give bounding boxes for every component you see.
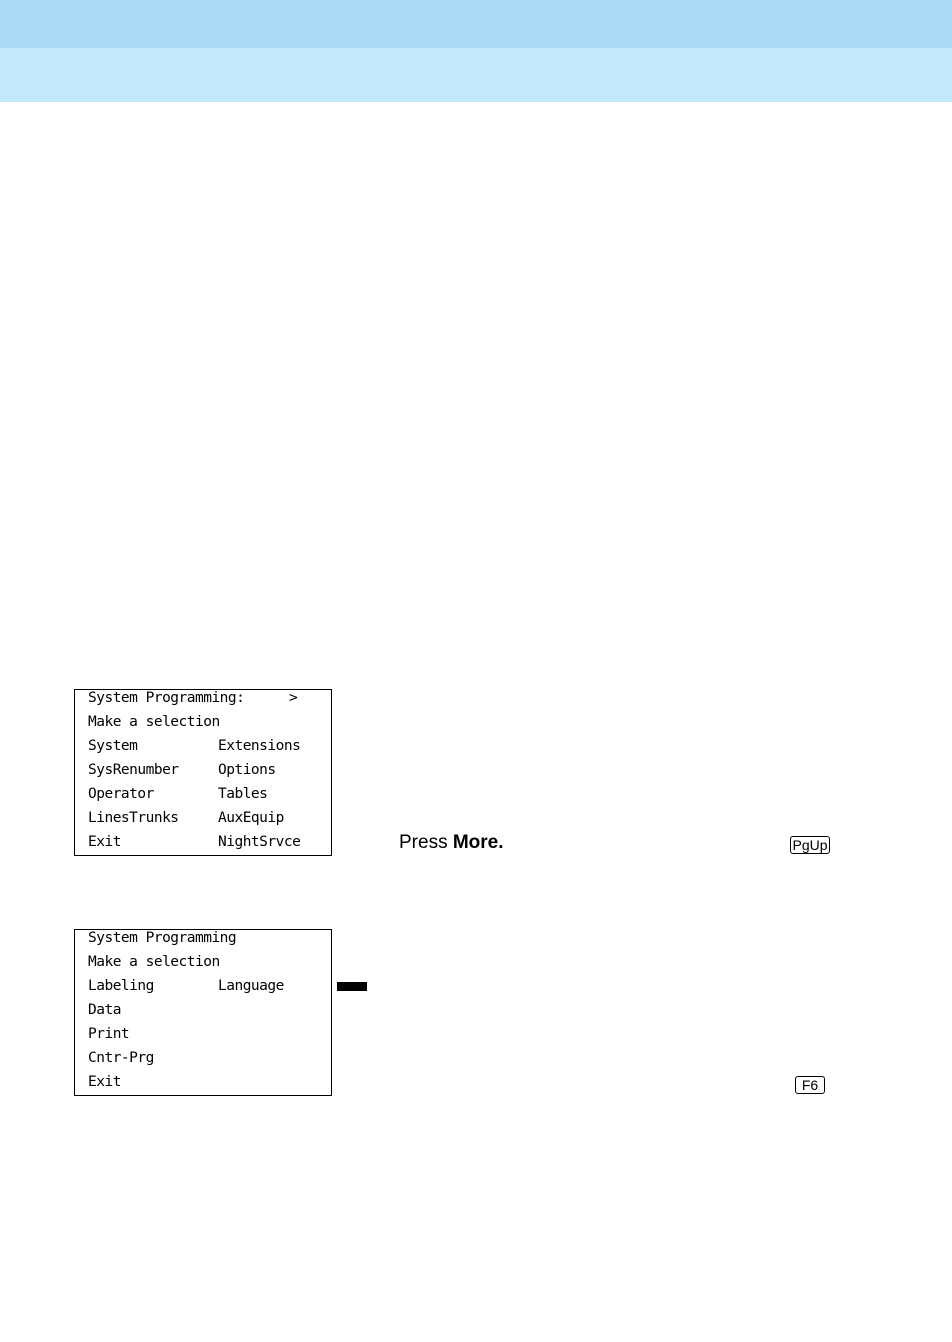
more-indicator: > [289,690,298,706]
option-language[interactable]: Language [218,978,284,994]
option-labeling[interactable]: Labeling [88,978,154,994]
instruction-press-more [399,832,504,854]
option-linestrunks[interactable]: LinesTrunks [88,810,179,826]
option-data[interactable]: Data [88,1002,121,1018]
option-extensions[interactable]: Extensions [218,738,301,754]
option-print[interactable]: Print [88,1026,130,1042]
option-system[interactable]: System [88,738,138,754]
option-tables[interactable]: Tables [218,786,268,802]
option-exit[interactable]: Exit [88,1074,121,1090]
f6-key[interactable]: F6 [795,1076,825,1094]
screen-prompt: Make a selection [88,714,220,730]
option-sysrenumber[interactable]: SysRenumber [88,762,179,778]
selection-pointer-bar [337,982,367,991]
screen-title: System Programming [88,930,237,946]
header-band-bottom [0,48,952,102]
instruction-verb: Press [399,832,448,853]
option-auxequip[interactable]: AuxEquip [218,810,284,826]
screen-prompt: Make a selection [88,954,220,970]
console-screen-main-menu [74,689,332,856]
option-options[interactable]: Options [218,762,276,778]
console-screen-more-menu [74,929,332,1096]
header-band-top [0,0,952,48]
option-nightsrvce[interactable]: NightSrvce [218,834,301,850]
instruction-target: More. [452,832,504,853]
pgup-key[interactable]: PgUp [790,836,830,854]
option-exit[interactable]: Exit [88,834,121,850]
option-operator[interactable]: Operator [88,786,154,802]
screen-title: System Programming: [88,690,245,706]
option-cntr-prg[interactable]: Cntr-Prg [88,1050,154,1066]
